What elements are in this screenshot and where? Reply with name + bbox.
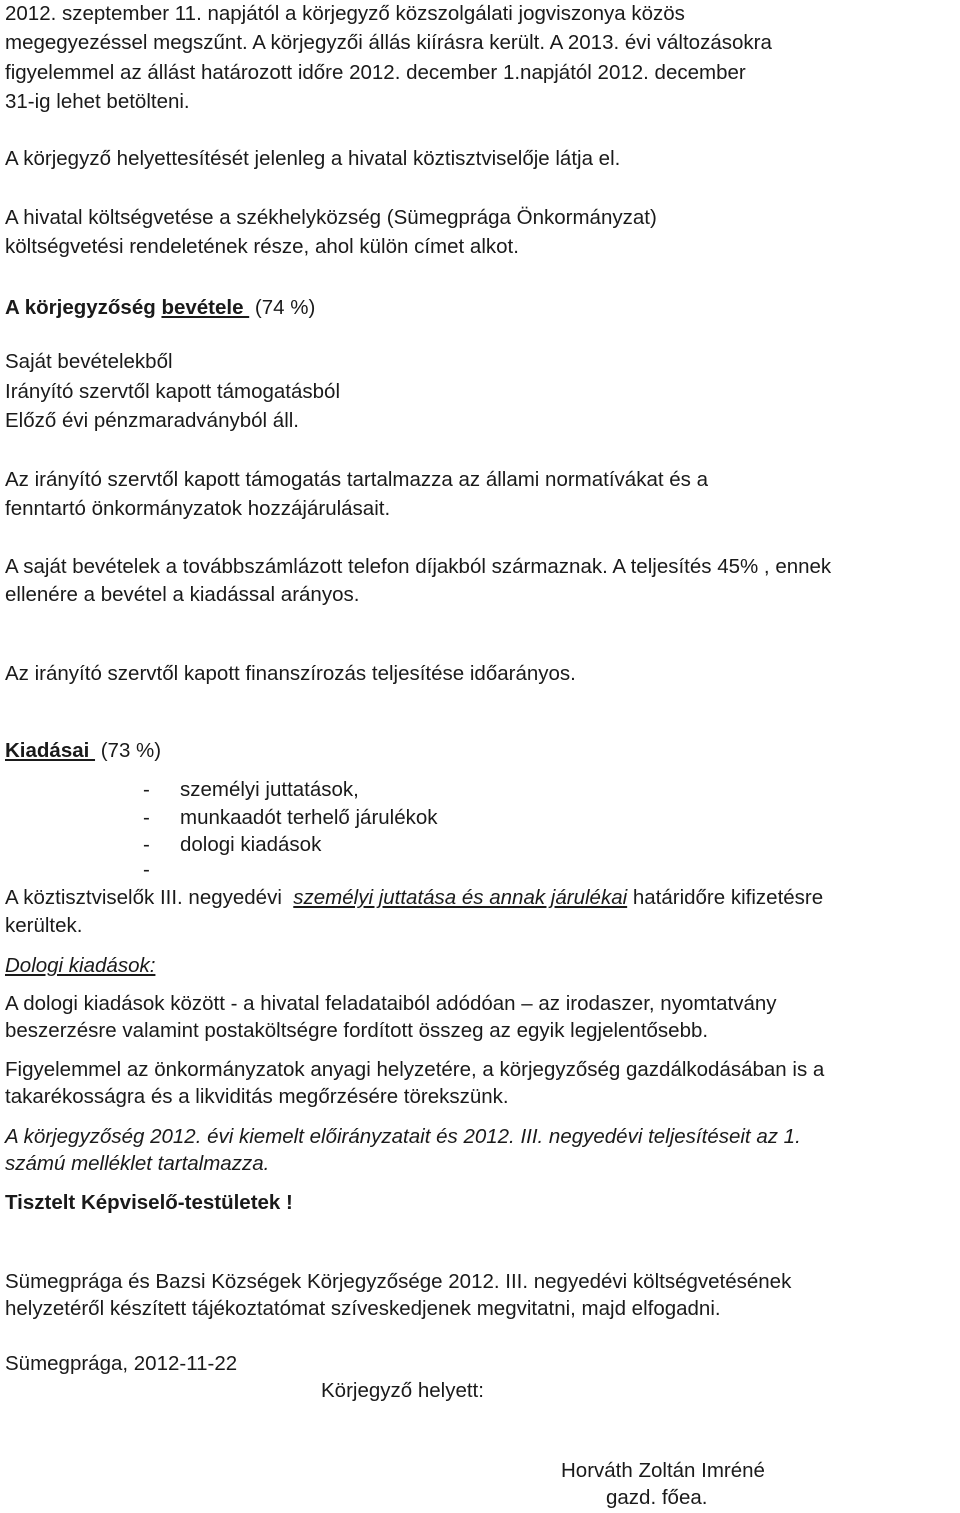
signatory-name: Horváth Zoltán Imréné xyxy=(561,1459,765,1482)
expenses-item xyxy=(143,776,359,803)
civil-servants-post: határidőre kifizetésre xyxy=(627,886,824,909)
revenue-heading-prefix: A körjegyzőség xyxy=(5,296,162,319)
intro-line-3: figyelemmel az állást határozott időre 2012. december 1.napjától 2012. december xyxy=(5,61,746,84)
request-line-2: helyzetéről készített tájékoztatómat szíveskedjenek megvitatni, majd elfogadni. xyxy=(5,1297,721,1320)
civil-servants-emphasis: személyi juttatása és annak járulékai xyxy=(293,886,628,909)
request-line-1: Sümegprága és Bazsi Községek Körjegyzősége 2012. III. negyedévi költségvetésének xyxy=(5,1270,792,1293)
list-dash: - xyxy=(143,833,150,856)
budget-line-1: A hivatal költségvetése a székhelyközség (Sümegprága Önkormányzat) xyxy=(5,206,657,229)
expenses-heading xyxy=(5,737,161,764)
expenses-item-label: személyi juttatások, xyxy=(180,778,359,801)
intro-line-1: 2012. szeptember 11. napjától a körjegyző közszolgálati jogviszonya közös xyxy=(5,2,685,25)
expenses-item-label: dologi kiadások xyxy=(180,833,322,856)
list-dash: - xyxy=(143,858,150,881)
civil-servants-line-1 xyxy=(5,884,823,911)
signatory-title: gazd. főea. xyxy=(606,1486,708,1509)
expenses-heading-underlined: Kiadásai xyxy=(5,739,96,762)
financing-paragraph: Az irányító szervtől kapott finanszírozás teljesítése időarányos. xyxy=(5,662,576,685)
considering-line-2: takarékosságra és a likviditás megőrzésére törekszünk. xyxy=(5,1085,509,1108)
substitution-paragraph: A körjegyző helyettesítését jelenleg a hivatal köztisztviselője látja el. xyxy=(5,147,621,170)
support-line-1: Az irányító szervtől kapott támogatás tartalmazza az állami normatívákat és a xyxy=(5,468,708,491)
revenue-heading xyxy=(5,294,315,321)
expenses-heading-percent: (73 %) xyxy=(95,739,162,762)
revenue-item-support: Irányító szervtől kapott támogatásból xyxy=(5,380,341,403)
expenses-item xyxy=(143,856,180,883)
intro-line-2: megegyezéssel megszűnt. A körjegyzői állás kiírásra került. A 2013. évi változásokra xyxy=(5,31,772,54)
material-expenses-line-1: A dologi kiadások között - a hivatal feladataiból adódóan – az irodaszer, nyomtatvány xyxy=(5,992,777,1015)
salutation: Tisztelt Képviselő-testületek ! xyxy=(5,1191,293,1214)
own-revenue-line-2: ellenére a bevétel a kiadással arányos. xyxy=(5,583,360,606)
intro-line-4: 31-ig lehet betölteni. xyxy=(5,90,190,113)
civil-servants-line-2: kerültek. xyxy=(5,914,83,937)
annex-line-1: A körjegyzőség 2012. évi kiemelt előirányzatait és 2012. III. negyedévi teljesítéseit az 1. xyxy=(5,1125,801,1148)
list-dash: - xyxy=(143,778,150,801)
material-expenses-heading: Dologi kiadások: xyxy=(5,954,156,977)
place-date: Sümegprága, 2012-11-22 xyxy=(5,1352,238,1375)
annex-line-2: számú melléklet tartalmazza. xyxy=(5,1152,270,1175)
on-behalf-label: Körjegyző helyett: xyxy=(321,1379,484,1402)
expenses-item xyxy=(143,804,438,831)
expenses-item-label: munkaadót terhelő járulékok xyxy=(180,806,438,829)
list-dash: - xyxy=(143,806,150,829)
revenue-heading-underlined: bevétele xyxy=(161,296,250,319)
civil-servants-pre: A köztisztviselők III. negyedévi xyxy=(5,886,294,909)
considering-line-1: Figyelemmel az önkormányzatok anyagi helyzetére, a körjegyzőség gazdálkodásában is a xyxy=(5,1058,825,1081)
budget-line-2: költségvetési rendeletének része, ahol külön címet alkot. xyxy=(5,235,519,258)
material-expenses-line-2: beszerzésre valamint postaköltségre fordított összeg az egyik legjelentősebb. xyxy=(5,1019,709,1042)
support-line-2: fenntartó önkormányzatok hozzájárulásait. xyxy=(5,497,391,520)
revenue-heading-percent: (74 %) xyxy=(249,296,316,319)
revenue-item-own: Saját bevételekből xyxy=(5,350,173,373)
expenses-item xyxy=(143,831,321,858)
revenue-item-surplus: Előző évi pénzmaradványból áll. xyxy=(5,409,299,432)
own-revenue-line-1: A saját bevételek a továbbszámlázott telefon díjakból származnak. A teljesítés 45% , ennek xyxy=(5,555,832,578)
